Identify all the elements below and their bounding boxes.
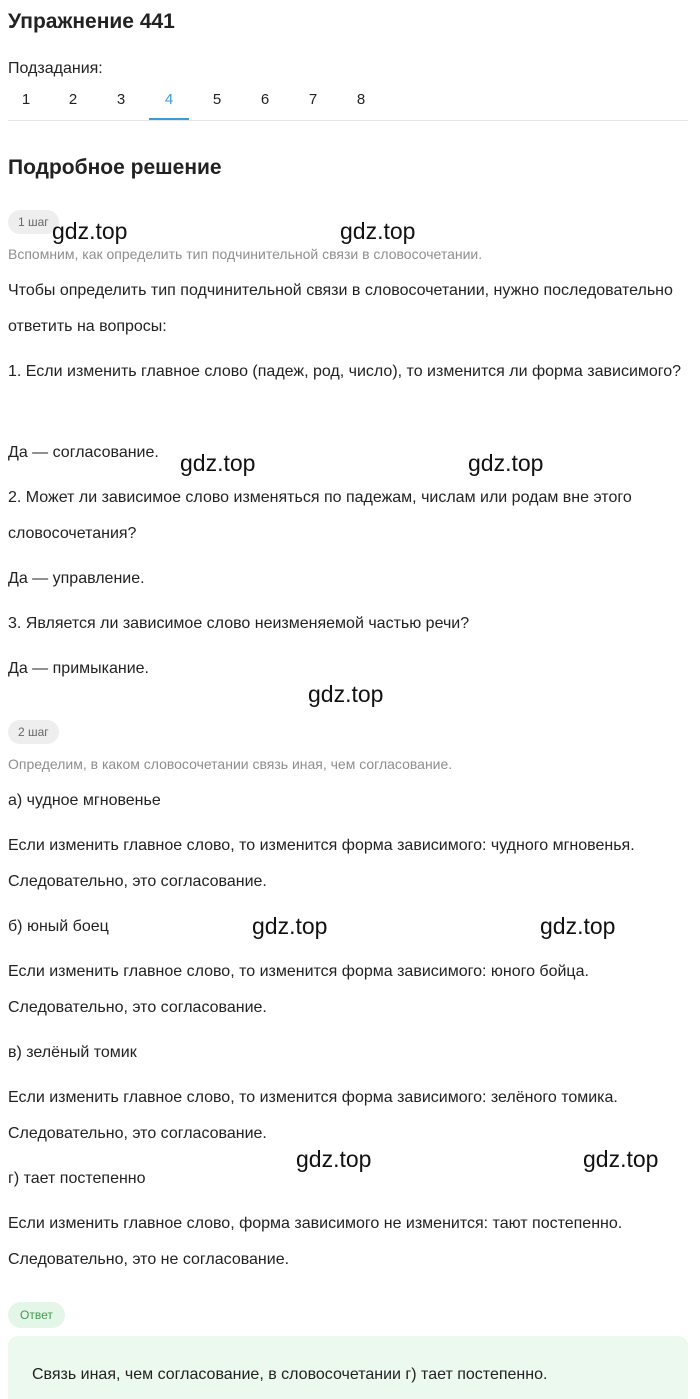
solution-heading: Подробное решение [8, 156, 222, 179]
watermark: gdz.top [468, 450, 544, 476]
step-2-hint: Определим, в каком словосочетании связь иная, чем согласование. [8, 756, 453, 772]
tab-6[interactable]: 6 [260, 91, 270, 108]
step-2-paragraph: в) зелёный томик [8, 1044, 137, 1061]
answer-box [8, 1336, 688, 1399]
tab-2[interactable]: 2 [68, 91, 78, 108]
step-2-paragraph: Если изменить главное слово, форма зависимого не изменится: тают постепенно. Следовательно, это не согласование. [8, 1215, 623, 1268]
watermark: gdz.top [252, 913, 328, 939]
step-1-paragraph: Чтобы определить тип подчинительной связи в словосочетании, нужно последовательно ответить на вопросы: [8, 282, 673, 335]
answer-text: Связь иная, чем согласование, в словосочетании г) тает постепенно. [32, 1366, 548, 1383]
watermark: gdz.top [540, 913, 616, 939]
tab-1[interactable]: 1 [21, 91, 31, 108]
watermark: gdz.top [52, 218, 128, 244]
tab-4[interactable]: 4 [149, 88, 189, 120]
page-title: Упражнение 441 [8, 10, 175, 33]
step-1-badge: 1 шаг [8, 210, 59, 234]
step-1-hint: Вспомним, как определить тип подчинительной связи в словосочетании. [8, 246, 483, 262]
tab-5[interactable]: 5 [212, 91, 222, 108]
step-1-paragraph: Да — примыкание. [8, 660, 149, 677]
watermark: gdz.top [583, 1146, 659, 1172]
step-2-paragraph: а) чудное мгновенье [8, 792, 161, 809]
step-1-paragraph: Да — управление. [8, 570, 145, 587]
watermark: gdz.top [296, 1146, 372, 1172]
subtasks-label: Подзадания: [8, 60, 103, 77]
tab-7[interactable]: 7 [308, 91, 318, 108]
answer-badge: Ответ [8, 1302, 65, 1328]
step-2-paragraph: Если изменить главное слово, то изменится форма зависимого: зелёного томика. Следовательно, это согласование. [8, 1089, 618, 1142]
watermark: gdz.top [308, 681, 384, 707]
tab-8[interactable]: 8 [356, 91, 366, 108]
watermark: gdz.top [340, 218, 416, 244]
step-2-badge: 2 шаг [8, 720, 59, 744]
watermark: gdz.top [180, 450, 256, 476]
step-2-paragraph: Если изменить главное слово, то изменится форма зависимого: чудного мгновенья. Следовательно, это согласование. [8, 837, 635, 890]
step-2-paragraph: Если изменить главное слово, то изменится форма зависимого: юного бойца. Следовательно, это согласование. [8, 963, 589, 1016]
step-2-paragraph: б) юный боец [8, 918, 109, 935]
step-1-paragraph: 2. Может ли зависимое слово изменяться по падежам, числам или родам вне этого словосочетания? [8, 489, 632, 542]
subtask-tabs [8, 88, 688, 121]
tab-3[interactable]: 3 [116, 91, 126, 108]
step-1-paragraph: 1. Если изменить главное слово (падеж, род, число), то изменится ли форма зависимого? [8, 363, 682, 380]
step-2-paragraph: г) тает постепенно [8, 1170, 146, 1187]
step-1-paragraph: 3. Является ли зависимое слово неизменяемой частью речи? [8, 615, 470, 632]
step-1-paragraph: Да — согласование. [8, 444, 159, 461]
